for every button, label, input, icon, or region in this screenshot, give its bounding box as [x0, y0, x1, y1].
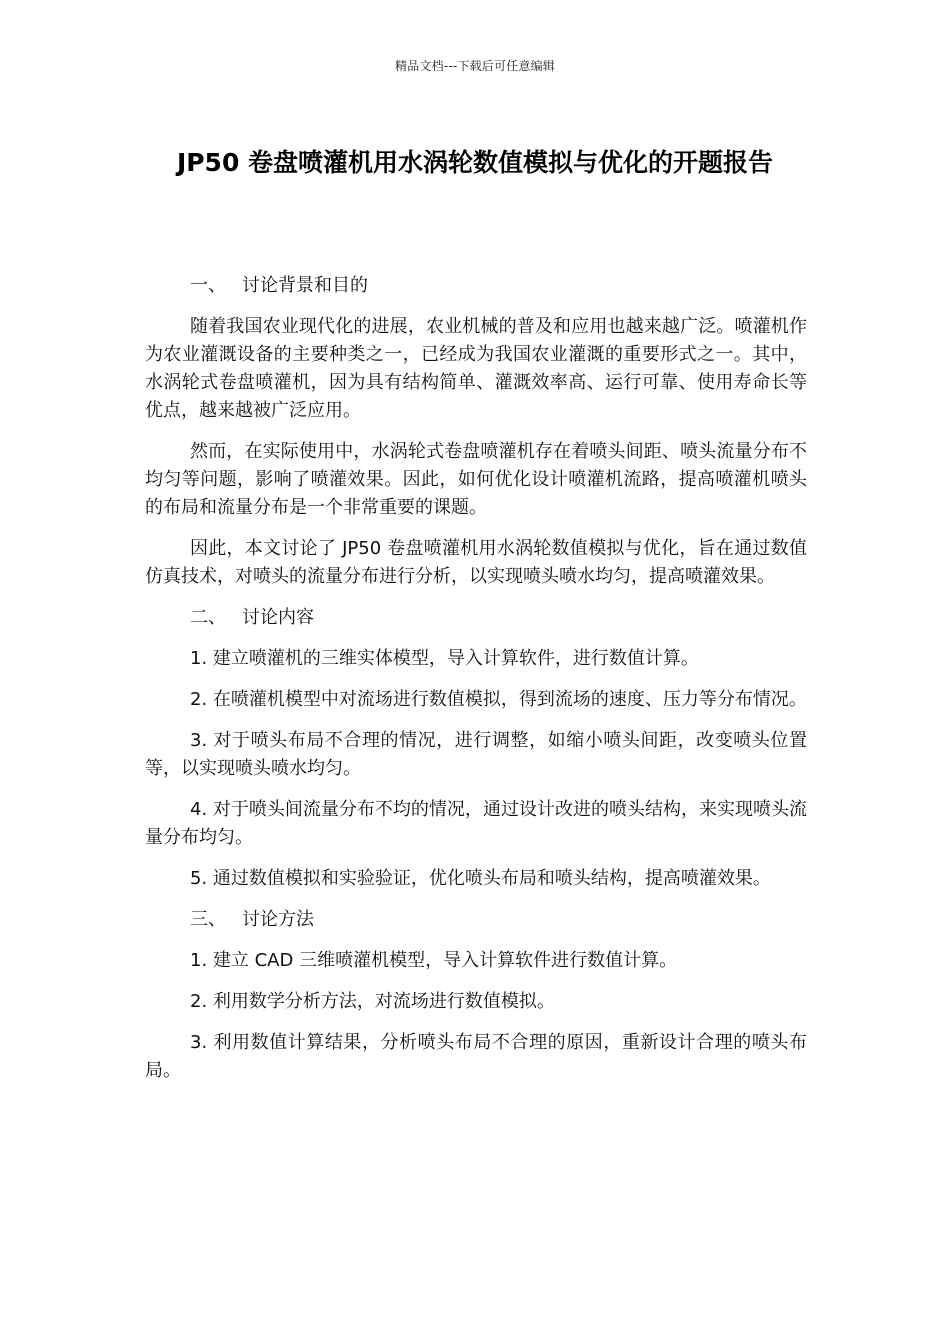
list-item: 5. 通过数值模拟和实验验证，优化喷头布局和喷头结构，提高喷灌效果。	[190, 868, 771, 889]
section-heading-background	[145, 272, 807, 300]
section-number: 一、	[190, 275, 226, 296]
document-title: JP50 卷盘喷灌机用水涡轮数值模拟与优化的开题报告	[176, 148, 774, 177]
section-heading-text: 讨论背景和目的	[242, 275, 368, 296]
section-number: 三、	[190, 909, 226, 930]
section-heading-method	[145, 906, 807, 934]
section-number: 二、	[190, 607, 226, 628]
paragraph: 因此，本文讨论了 JP50 卷盘喷灌机用水涡轮数值模拟与优化，旨在通过数值仿真技术，对喷头的流量分布进行分析，以实现喷头喷水均匀，提高喷灌效果。	[145, 538, 807, 587]
list-item: 1. 建立 CAD 三维喷灌机模型，导入计算软件进行数值计算。	[190, 950, 678, 971]
section-heading-content	[145, 604, 807, 632]
paragraph: 然而，在实际使用中，水涡轮式卷盘喷灌机存在着喷头间距、喷头流量分布不均匀等问题，影响了喷灌效果。因此，如何优化设计喷灌机流路，提高喷灌机喷头的布局和流量分布是一个非常重要的课题。	[145, 441, 807, 518]
section-heading-text: 讨论方法	[242, 909, 314, 930]
document-body	[145, 272, 807, 1098]
list-item: 1. 建立喷灌机的三维实体模型，导入计算软件，进行数值计算。	[190, 648, 699, 669]
list-item: 2. 在喷灌机模型中对流场进行数值模拟，得到流场的速度、压力等分布情况。	[190, 689, 807, 710]
list-item: 3. 利用数值计算结果，分析喷头布局不合理的原因，重新设计合理的喷头布局。	[145, 1032, 807, 1081]
header-note: 精品文档---下载后可任意编辑	[395, 59, 555, 73]
list-item: 2. 利用数学分析方法，对流场进行数值模拟。	[190, 991, 555, 1012]
section-heading-text: 讨论内容	[242, 607, 314, 628]
paragraph: 随着我国农业现代化的进展，农业机械的普及和应用也越来越广泛。喷灌机作为农业灌溉设备的主要种类之一，已经成为我国农业灌溉的重要形式之一。其中，水涡轮式卷盘喷灌机，因为具有结构简单、灌溉效率高、运行可靠、使用寿命长等优点，越来越被广泛应用。	[145, 316, 807, 421]
list-item: 3. 对于喷头布局不合理的情况，进行调整，如缩小喷头间距，改变喷头位置等，以实现喷头喷水均匀。	[145, 730, 807, 779]
list-item: 4. 对于喷头间流量分布不均的情况，通过设计改进的喷头结构，来实现喷头流量分布均匀。	[145, 799, 807, 848]
